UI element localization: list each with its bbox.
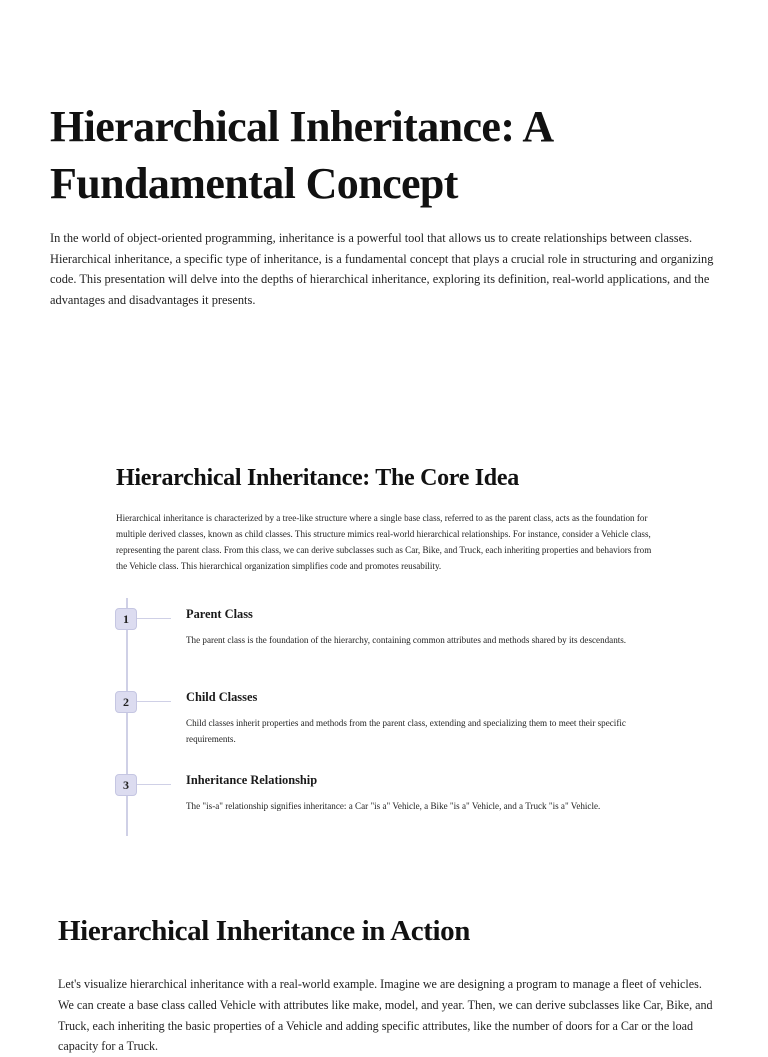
core-section-title: Hierarchical Inheritance: The Core Idea — [116, 465, 519, 491]
action-section-title: Hierarchical Inheritance in Action — [58, 915, 470, 947]
action-section-description: Let's visualize hierarchical inheritance with a real-world example. Imagine we are designing a program to manage a fleet of vehicles. We can create a base class called Vehicle with attributes like make, model, and year. Then, we can derive subclasses like Car, Bike, and Truck, each inheriting the basic properties of a Vehicle and adding specific attributes, like the number of doors for a Car or the load capacity for a Truck. — [58, 977, 713, 1054]
step-connector — [137, 784, 171, 785]
core-section-description: Hierarchical inheritance is characterized by a tree-like structure where a single base class, referred to as the parent class, acts as the foundation for multiple derived classes, known as child classes. This structure mimics real-world hierarchical relationships. For instance, consider a Vehicle class, representing the parent class. From this class, we can derive subclasses such as Car, Bike, and Truck, each inheriting properties and behaviors from the Vehicle class. This hierarchical organization simplifies code and promotes reusability. — [116, 513, 652, 571]
step-connector — [137, 701, 171, 702]
step-text: Child classes inherit properties and methods from the parent class, extending and specializing them to meet their specific requirements. — [186, 718, 626, 745]
page-title: Hierarchical Inheritance: A Fundamental Concept — [50, 102, 552, 208]
step-number-badge: 1 — [115, 608, 137, 630]
intro-paragraph: In the world of object-oriented programming, inheritance is a powerful tool that allows us to create relationships between classes. Hierarchical inheritance, a specific type of inheritance, is a fundamental concept that plays a crucial role in structuring and organizing code. This presentation will delve into the depths of hierarchical inheritance, exploring its definition, real-world applications, and the advantages and disadvantages it presents. — [50, 231, 714, 307]
step-number-badge: 2 — [115, 691, 137, 713]
timeline-line — [126, 598, 128, 836]
step-connector — [137, 618, 171, 619]
step-title: Inheritance Relationship — [186, 773, 318, 787]
step-title: Parent Class — [186, 607, 253, 621]
step-text: The parent class is the foundation of the hierarchy, containing common attributes and methods shared by its descendants. — [186, 635, 627, 645]
step-title: Child Classes — [186, 690, 258, 704]
step-number-badge: 3 — [115, 774, 137, 796]
step-text: The "is-a" relationship signifies inheritance: a Car "is a" Vehicle, a Bike "is a" Vehicle, and a Truck "is a" Vehicle. — [186, 801, 601, 811]
